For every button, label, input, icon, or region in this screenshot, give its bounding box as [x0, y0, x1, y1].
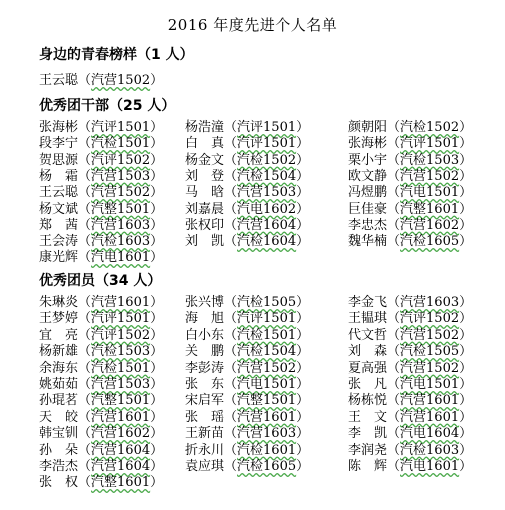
list-item: 马 晗（汽营1503） — [185, 185, 310, 201]
member-name: 杨浩潼 — [185, 120, 225, 135]
list-item: 刘 登（汽检1504） — [185, 168, 310, 184]
member-class: 汽电1601 — [400, 459, 460, 474]
member-class: 汽检1503 — [400, 152, 460, 168]
member-name: 贺思源 — [39, 152, 79, 168]
member-class: 汽营1503 — [91, 168, 151, 184]
member-name: 冯煜鹏 — [348, 185, 388, 201]
member-name: 余海东 — [39, 360, 79, 376]
list-item: 张兴博（汽检1505） — [185, 295, 310, 310]
list-item: 杨新雄（汽检1503） — [39, 344, 164, 360]
list-item: 宜 亮（汽评1502） — [39, 327, 164, 343]
member-name: 康光辉 — [39, 250, 79, 266]
list-item: 宋启军（汽整1501） — [185, 393, 310, 409]
section-heading-youth-model: 身边的青春榜样（1 人） — [39, 47, 194, 63]
member-class: 汽检1502 — [400, 120, 460, 135]
list-item: 颜朝阳（汽检1502） — [348, 120, 473, 135]
list-item: 天 皎（汽营1601） — [39, 409, 164, 425]
list-item: 李润尧（汽检1603） — [348, 442, 473, 458]
list-item: 杨栋悦（汽营1601） — [348, 393, 473, 409]
member-name: 刘 凯 — [185, 234, 225, 250]
member-class: 汽评1502 — [400, 311, 460, 327]
list-item: 李忠杰（汽营1602） — [348, 217, 473, 233]
member-class: 汽检1504 — [237, 168, 297, 184]
member-name: 王韫琪 — [348, 311, 388, 327]
member-class: 汽营1601 — [237, 409, 297, 425]
member-name: 袁应琪 — [185, 459, 225, 474]
member-class: 汽评1502 — [91, 327, 151, 343]
member-class: 汽整1501 — [91, 393, 151, 409]
list-item: 康光辉（汽电1601） — [39, 250, 164, 266]
member-class: 汽检1605 — [400, 234, 460, 250]
member-class: 汽检1502 — [237, 152, 297, 168]
list-item: 李彭涛（汽营1502） — [185, 360, 310, 376]
member-class: 汽检1505 — [400, 344, 460, 360]
list-item: 刘 森（汽检1505） — [348, 344, 473, 360]
member-name: 王梦婷 — [39, 311, 79, 327]
section-heading-excellent-cadres: 优秀团干部（25 人） — [39, 98, 176, 114]
list-item: 栗小宇（汽检1503） — [348, 152, 473, 168]
member-name: 张海彬 — [39, 120, 79, 135]
member-class: 汽评1501 — [400, 136, 460, 152]
member-class: 汽整1501 — [237, 393, 297, 409]
list-item: 袁应琪（汽检1605） — [185, 459, 310, 474]
list-item: 杨浩潼（汽评1501） — [185, 120, 310, 135]
member-name: 郑 茜 — [39, 217, 79, 233]
list-item: 杨金文（汽检1502） — [185, 152, 310, 168]
member-class: 汽电1602 — [237, 201, 297, 217]
list-item: 孙琨茗（汽整1501） — [39, 393, 164, 409]
member-name: 杨文斌 — [39, 201, 79, 217]
member-class: 汽营1604 — [91, 459, 151, 474]
member-class: 汽评1501 — [91, 120, 151, 135]
member-class: 汽检1501 — [91, 136, 151, 152]
list-item: 朱琳炎（汽营1601） — [39, 295, 164, 310]
member-class: 汽检1603 — [91, 234, 151, 250]
member-name: 李金飞 — [348, 295, 388, 310]
list-item: 段李宁（汽检1501） — [39, 136, 164, 152]
list-item: 王韫琪（汽评1502） — [348, 311, 473, 327]
member-class: 汽营1601 — [400, 393, 460, 409]
list-item: 王新苗（汽营1603） — [185, 426, 310, 442]
list-item: 海 旭（汽评1501） — [185, 311, 310, 327]
member-class: 汽评1501 — [237, 120, 297, 135]
member-name: 王云聪 — [39, 185, 79, 201]
member-class: 汽评1501 — [237, 311, 297, 327]
member-class: 汽营1603 — [237, 426, 297, 442]
member-class: 汽检1503 — [91, 344, 151, 360]
member-name: 李忠杰 — [348, 217, 388, 233]
list-item: 李 凯（汽电1604） — [348, 426, 473, 442]
member-class: 汽营1604 — [237, 217, 297, 233]
list-item: 刘 凯（汽检1604） — [185, 234, 310, 250]
member-class: 汽检1603 — [400, 442, 460, 458]
member-name: 朱琳炎 — [39, 295, 79, 310]
list-item: 韩宝钏（汽营1602） — [39, 426, 164, 442]
list-item: 张海彬（汽评1501） — [39, 120, 164, 135]
member-class: 汽营1503 — [237, 185, 297, 201]
member-name: 张兴博 — [185, 295, 225, 310]
list-item: 张 权（汽整1601） — [39, 475, 164, 491]
member-name: 刘嘉晨 — [185, 201, 225, 217]
list-item: 白 真（汽评1501） — [185, 136, 310, 152]
list-item: 夏高强（汽营1502） — [348, 360, 473, 376]
member-name: 欧文静 — [348, 168, 388, 184]
member-class: 汽检1501 — [237, 327, 297, 343]
member-class: 汽电1601 — [91, 250, 151, 266]
member-name: 李浩杰 — [39, 459, 79, 474]
member-class: 汽整1601 — [400, 201, 460, 217]
list-item: 白小东（汽检1501） — [185, 327, 310, 343]
list-item: 刘嘉晨（汽电1602） — [185, 201, 310, 217]
member-class: 汽检1505 — [237, 295, 297, 310]
list-item: 陈 辉（汽电1601） — [348, 459, 473, 474]
member-name: 杨 霜 — [39, 168, 79, 184]
member-name: 张海彬 — [348, 136, 388, 152]
member-name: 夏高强 — [348, 360, 388, 376]
list-item: 张海彬（汽评1501） — [348, 136, 473, 152]
member-class: 汽评1501 — [91, 311, 151, 327]
member-class: 汽营1603 — [91, 217, 151, 233]
member-name: 张 权 — [39, 475, 79, 491]
member-class: 汽营1602 — [400, 217, 460, 233]
member-name: 颜朝阳 — [348, 120, 388, 135]
member-name: 王新苗 — [185, 426, 225, 442]
member-class: 汽营1601 — [91, 409, 151, 425]
member-name: 段李宁 — [39, 136, 79, 152]
member-class: 汽营1601 — [400, 409, 460, 425]
member-name: 宋启军 — [185, 393, 225, 409]
member-name: 关 鹏 — [185, 344, 225, 360]
member-name: 王 文 — [348, 409, 388, 425]
member-class: 汽营1502 — [400, 327, 460, 343]
list-item: 杨文斌（汽整1501） — [39, 201, 164, 217]
member-class: 汽电1501 — [237, 377, 297, 392]
member-name: 孙琨茗 — [39, 393, 79, 409]
list-item: 张权印（汽营1604） — [185, 217, 310, 233]
list-item: 王云聪（汽营1502） — [39, 185, 164, 201]
member-name: 李润尧 — [348, 442, 388, 458]
member-class: 汽整1601 — [91, 475, 151, 491]
member-name: 魏华楠 — [348, 234, 388, 250]
list-item: 余海东（汽检1501） — [39, 360, 164, 376]
member-name: 巨佳豪 — [348, 201, 388, 217]
member-class: 汽营1503 — [91, 377, 151, 392]
list-item: 孙 朵（汽营1604） — [39, 442, 164, 458]
list-item: 郑 茜（汽营1603） — [39, 217, 164, 233]
list-item: 李金飞（汽营1603） — [348, 295, 473, 310]
document-title: 2016 年度先进个人名单 — [167, 16, 338, 34]
member-name: 张权印 — [185, 217, 225, 233]
member-class: 汽营1601 — [91, 295, 151, 310]
member-class: 汽评1501 — [237, 136, 297, 152]
member-name: 韩宝钏 — [39, 426, 79, 442]
member-class: 汽检1501 — [91, 360, 151, 376]
member-name: 折永川 — [185, 442, 225, 458]
member-class: 汽评1502 — [91, 152, 151, 168]
member-class: 汽营1502 — [400, 168, 460, 184]
member-name: 白 真 — [185, 136, 225, 152]
list-item: 姚茹茹（汽营1503） — [39, 377, 164, 392]
section-heading-excellent-members: 优秀团员（34 人） — [39, 273, 162, 289]
list-item: 张 东（汽电1501） — [185, 377, 310, 392]
list-item: 王会涛（汽检1603） — [39, 234, 164, 250]
list-item: 冯煜鹏（汽电1501） — [348, 185, 473, 201]
member-name: 陈 辉 — [348, 459, 388, 474]
list-item: 代文哲（汽营1502） — [348, 327, 473, 343]
member-name: 海 旭 — [185, 311, 225, 327]
list-item: 贺思源（汽评1502） — [39, 152, 164, 168]
member-class: 汽营1603 — [400, 295, 460, 310]
list-item: 李浩杰（汽营1604） — [39, 459, 164, 474]
member-name: 张 东 — [185, 377, 225, 392]
member-name: 王会涛 — [39, 234, 79, 250]
member-class: 汽检1604 — [237, 234, 297, 250]
member-class: 汽检1605 — [237, 459, 297, 474]
member-name: 天 皎 — [39, 409, 79, 425]
list-item: 王云聪（汽营1502） — [39, 73, 164, 88]
member-name: 代文哲 — [348, 327, 388, 343]
member-class: 汽营1502 — [91, 185, 151, 201]
list-item: 张 瑶（汽营1601） — [185, 409, 310, 425]
list-item: 欧文静（汽营1502） — [348, 168, 473, 184]
list-item: 王梦婷（汽评1501） — [39, 311, 164, 327]
member-name: 张 瑶 — [185, 409, 225, 425]
member-class: 汽营1602 — [91, 426, 151, 442]
member-class: 汽检1504 — [237, 344, 297, 360]
member-name: 姚茹茹 — [39, 377, 79, 392]
list-item: 杨 霜（汽营1503） — [39, 168, 164, 184]
member-name: 宜 亮 — [39, 327, 79, 343]
member-name: 白小东 — [185, 327, 225, 343]
member-name: 刘 森 — [348, 344, 388, 360]
list-item: 巨佳豪（汽整1601） — [348, 201, 473, 217]
member-name: 李彭涛 — [185, 360, 225, 376]
member-name: 孙 朵 — [39, 442, 79, 458]
member-class: 汽营1502 — [237, 360, 297, 376]
member-class: 汽营1502 — [400, 360, 460, 376]
member-name: 李 凯 — [348, 426, 388, 442]
member-name: 栗小宇 — [348, 152, 388, 168]
member-class: 汽营1604 — [91, 442, 151, 458]
member-name: 杨新雄 — [39, 344, 79, 360]
list-item: 关 鹏（汽检1504） — [185, 344, 310, 360]
member-class: 汽电1501 — [400, 185, 460, 201]
member-name: 马 晗 — [185, 185, 225, 201]
member-name: 张 凡 — [348, 377, 388, 392]
member-class: 汽检1601 — [237, 442, 297, 458]
member-class: 汽电1604 — [400, 426, 460, 442]
member-name: 王云聪 — [39, 73, 79, 88]
member-class: 汽整1501 — [91, 201, 151, 217]
member-class: 汽电1501 — [400, 377, 460, 392]
list-item: 魏华楠（汽检1605） — [348, 234, 473, 250]
member-class: 汽营1502 — [91, 73, 151, 88]
list-item: 折永川（汽检1601） — [185, 442, 310, 458]
member-name: 杨栋悦 — [348, 393, 388, 409]
member-name: 刘 登 — [185, 168, 225, 184]
list-item: 王 文（汽营1601） — [348, 409, 473, 425]
member-name: 杨金文 — [185, 152, 225, 168]
list-item: 张 凡（汽电1501） — [348, 377, 473, 392]
